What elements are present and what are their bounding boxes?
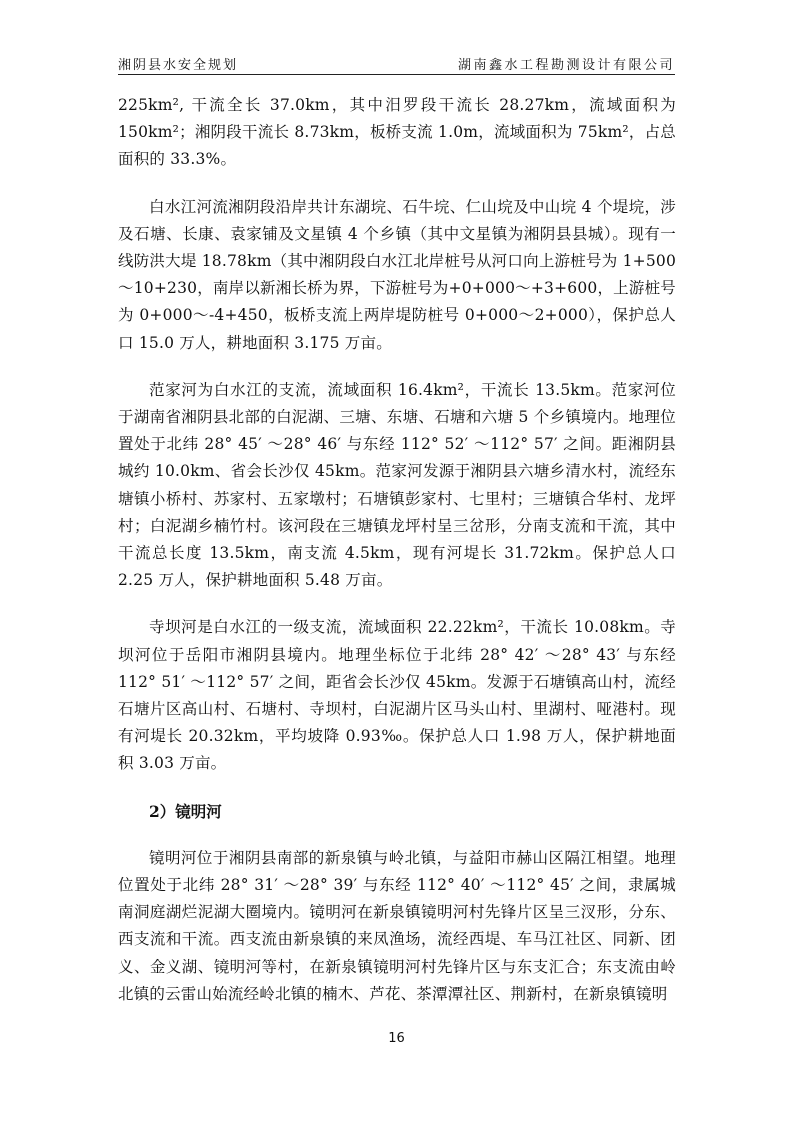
paragraph-sibahe: 寺坝河是白水江的一级支流，流域面积 22.22km²，干流长 10.08km。寺坝河位于岳阳市湘阴县境内。地理坐标位于北纬 28° 42′ ～28° 43′ 与东经 112° 51′ ～112° 57′ 之间，距省会长沙仅 45km。发源于石塘镇高山村，流经石塘片区高山村、石塘村、寺坝村，白泥湖片区马头山村、里湖村、哑港村。现有河堤长 20.32km，平均坡降 0.93‰。保护总人口 1.98 万人，保护耕地面积 3.03 万亩。 — [118, 618, 676, 773]
paragraph-fanjiahe: 范家河为白水江的支流，流域面积 16.4km²，干流长 13.5km。范家河位于湖南省湘阴县北部的白泥湖、三塘、东塘、石塘和六塘 5 个乡镇境内。地理位置处于北纬 28° 45′ ～28° 46′ 与东经 112° 52′ ～112° 57′ 之间。距湘阴县城约 10.0km、省会长沙仅 45km。范家河发源于湘阴县六塘乡清水村，流经东塘镇小桥村、苏家村、五家墩村；石塘镇彭家村、七里村；三塘镇合华村、龙坪村；白泥湖乡楠竹村。该河段在三塘镇龙坪村呈三岔形，分南支流和干流，其中干流总长度 13.5km，南支流 4.5km，现有河堤长 31.72km。保护总人口 2.25 万人，保护耕地面积 5.48 万亩。 — [118, 380, 676, 590]
paragraph-jingminghe: 镜明河位于湘阴县南部的新泉镇与岭北镇，与益阳市赫山区隔江相望。地理位置处于北纬 28° 31′ ～28° 39′ 与东经 112° 40′ ～112° 45′ 之间，隶属城南洞庭湖烂泥湖大圈境内。镜明河在新泉镇镜明河村先锋片区呈三汊形，分东、西支流和干流。西支流由新泉镇的来凤渔场，流经西堤、车马江社区、同新、团义、金义湖、镜明河等村，在新泉镇镜明河村先锋片区与东支汇合；东支流由岭北镇的云雷山始流经岭北镇的楠木、芦花、茶潭潭社区、荆新村，在新泉镇镜明 — [118, 848, 676, 1003]
header-company-name: 湖南鑫水工程勘测设计有限公司 — [457, 58, 675, 73]
page-number: 16 — [388, 1031, 405, 1046]
page-body — [118, 92, 676, 1028]
paragraph-continued: 225km², 干流全长 37.0km，其中汨罗段干流长 28.27km，流域面积为 150km²；湘阴段干流长 8.73km，板桥支流 1.0m，流域面积为 75km²，占总面积的 33.3%。 — [118, 96, 676, 169]
paragraph-baishuijiang: 白水江河流湘阴段沿岸共计东湖垸、石牛垸、仁山垸及中山垸 4 个堤垸，涉及石塘、长康、袁家铺及文星镇 4 个乡镇（其中文星镇为湘阴县县城）。现有一线防洪大堤 18.78km（其中湘阴段白水江北岸桩号从河口向上游桩号为 1+500～10+230，南岸以新湘长桥为界，下游桩号为+0+000～+3+600，上游桩号为 0+000～-4+450，板桥支流上两岸堤防桩号 0+000～2+000），保护总人口 15.0 万人，耕地面积 3.175 万亩。 — [118, 197, 676, 352]
section-heading-jingminghe: 2）镜明河 — [149, 801, 222, 821]
header-document-title: 湘阴县水安全规划 — [118, 58, 239, 73]
page-header — [118, 52, 675, 75]
